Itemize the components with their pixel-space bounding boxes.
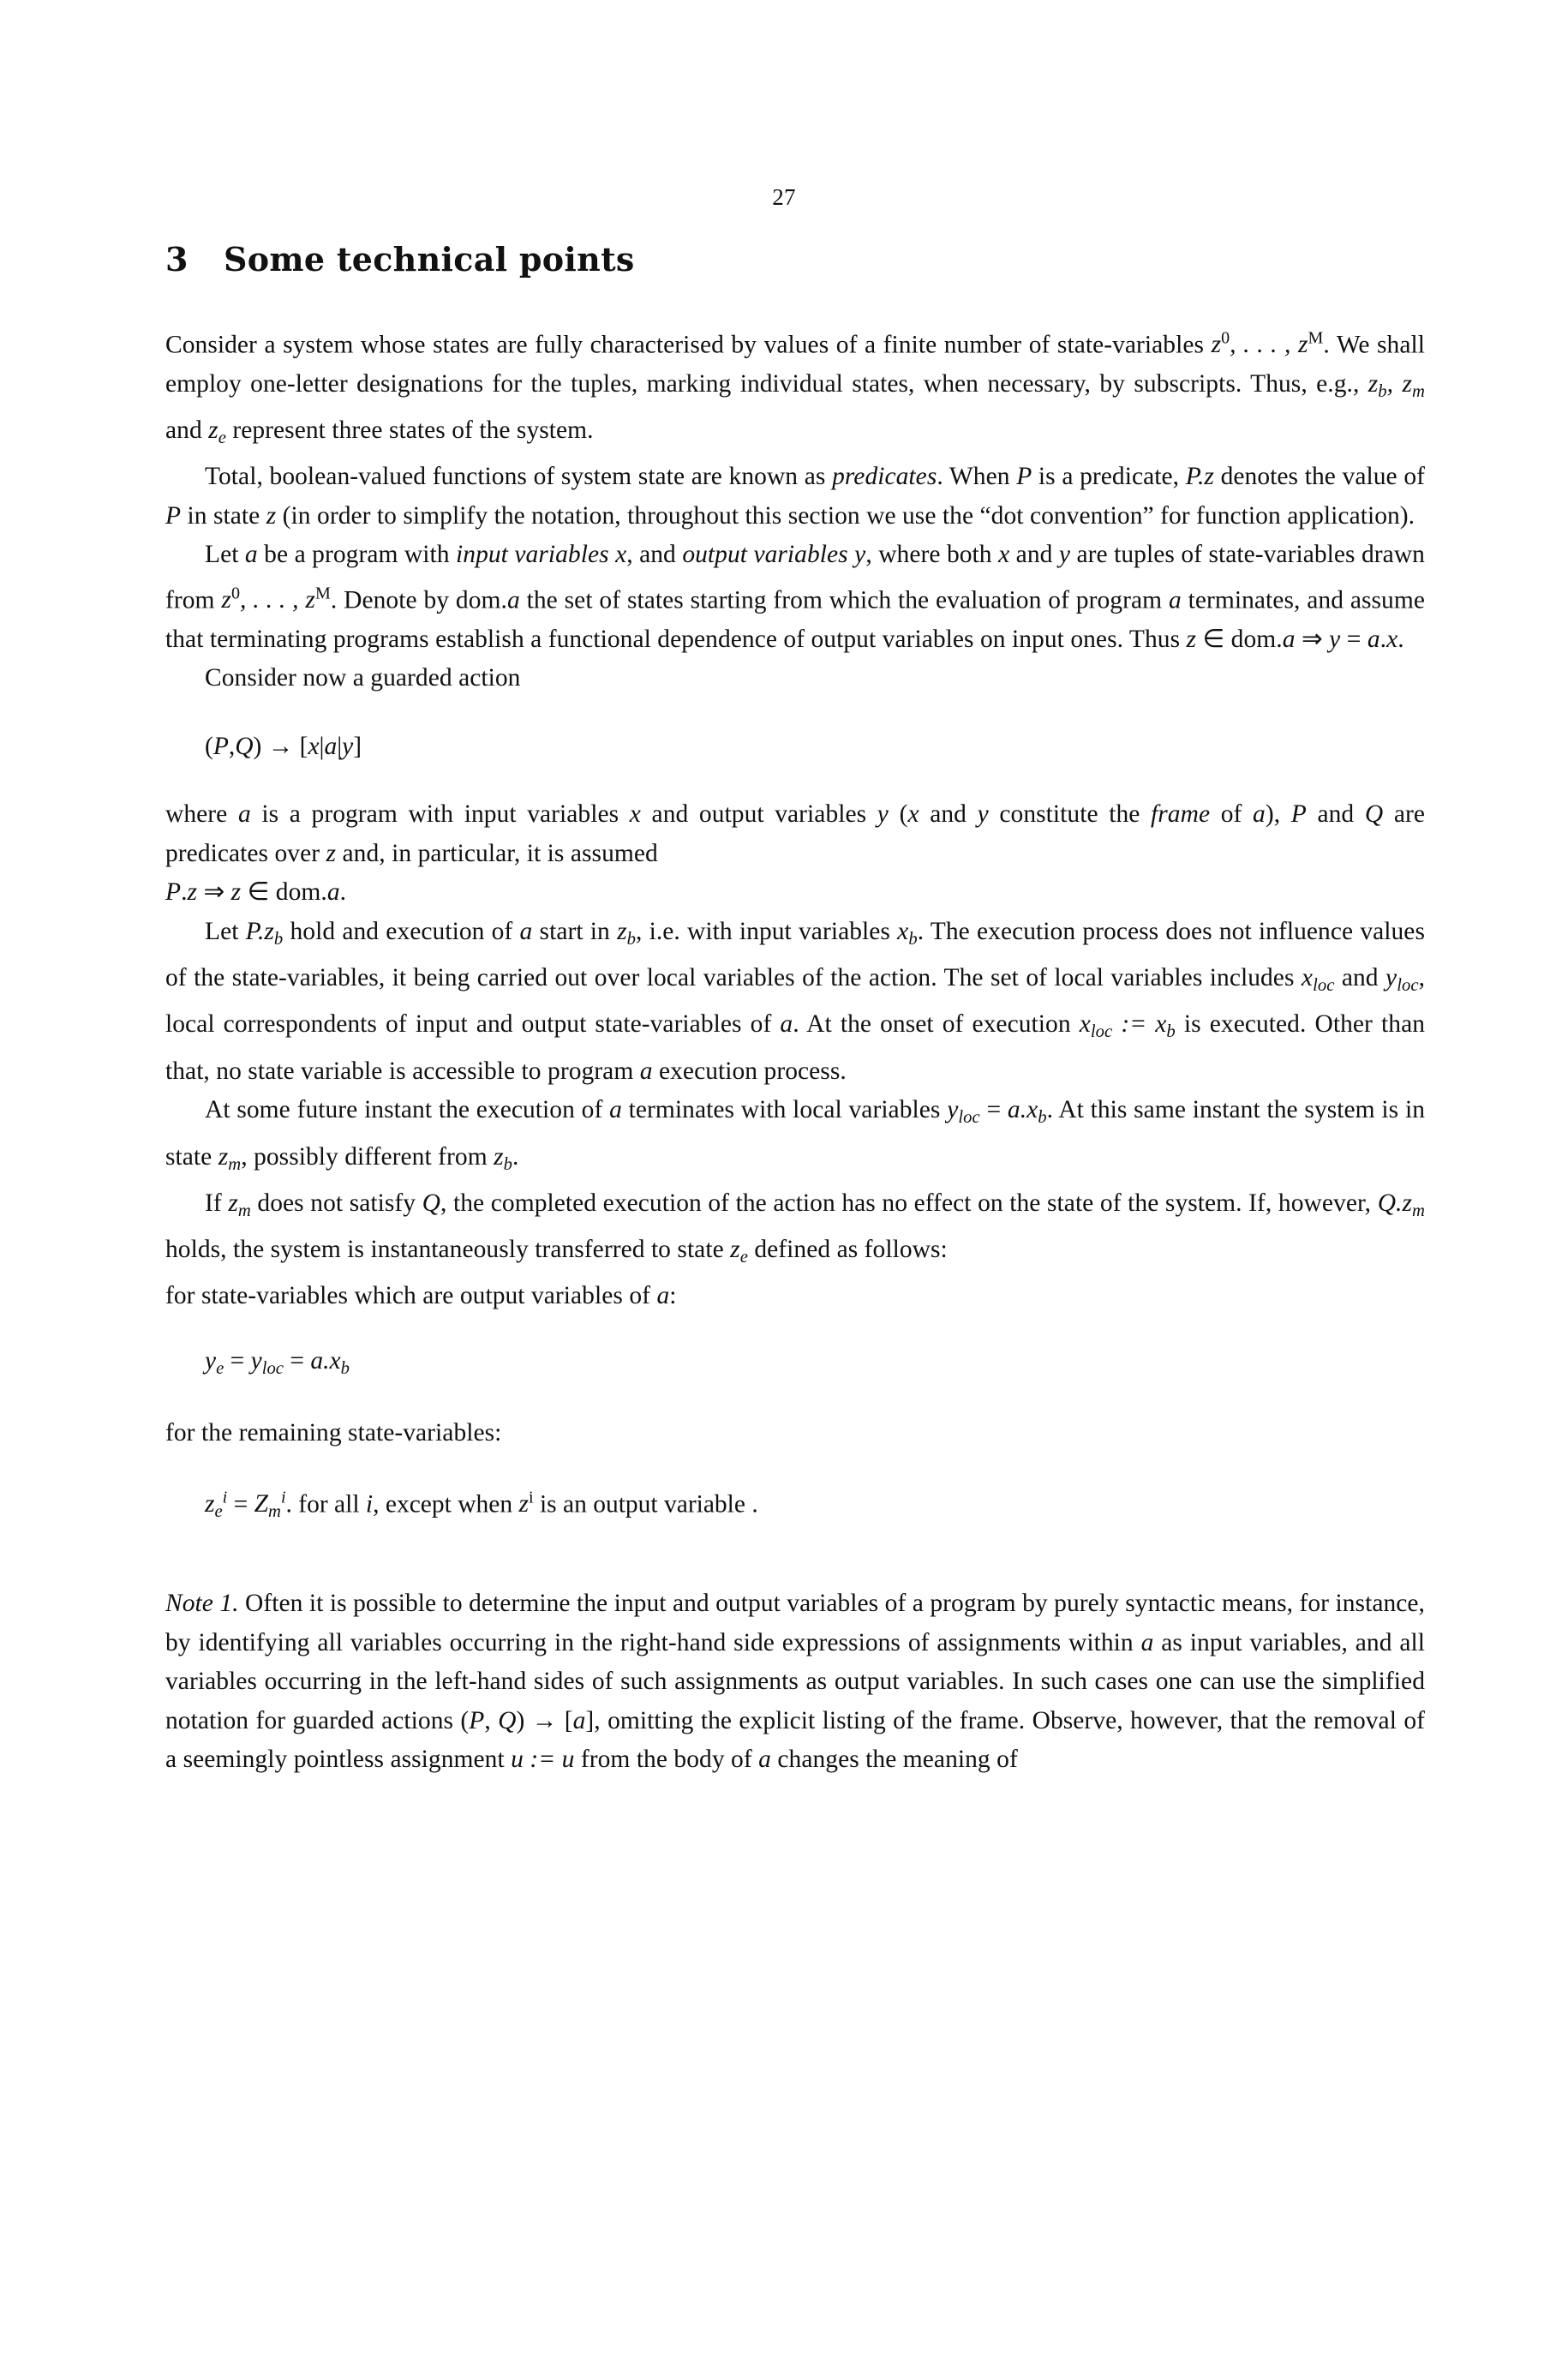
paragraph-9-text: for state-variables which are output variables of bbox=[165, 1282, 657, 1310]
math-three-states: $z_b$, $z_m$ bbox=[1368, 369, 1425, 401]
paragraph-6-text-g: , local correspondents of input and output state-variables of bbox=[165, 964, 1425, 1039]
math-simplified-action: (P, Q) → [a] bbox=[460, 1706, 595, 1734]
math-Pz: P.z bbox=[1185, 463, 1214, 491]
math-ze: $z_e$ bbox=[208, 416, 226, 447]
math-Qzm: $Q.z_m$ bbox=[1377, 1189, 1425, 1220]
paragraph-5-text-d: ( bbox=[888, 800, 908, 829]
math-a-12: a bbox=[758, 1746, 771, 1774]
math-x-3: x bbox=[629, 800, 641, 829]
paragraph-1-text-b: . We shall employ one-letter designations for the tuples, marking individual states, when necessary, by subscripts. Thus, e.g., bbox=[165, 331, 1425, 398]
math-y: y bbox=[854, 541, 866, 569]
paragraph-5-text-f: constitute the bbox=[988, 800, 1152, 829]
math-P-2: P bbox=[165, 501, 182, 530]
math-axb: $a.x_b$ bbox=[1007, 1096, 1047, 1128]
math-xloc-assign: $x_{loc}$ := $x_b$ bbox=[1079, 1010, 1176, 1042]
note-1-text-c: , omitting the explicit listing of the frame. Observe, however, that the removal of a seemingly pointless assignment bbox=[165, 1706, 1425, 1774]
paragraph-5-text-g: of bbox=[1210, 800, 1254, 829]
paragraph-5-text-k: and, in particular, it is assumed bbox=[336, 839, 658, 867]
paragraph-5-text-i: and bbox=[1306, 800, 1365, 829]
paragraph-6-text-i: is executed. Other than that, no state variable is accessible to program bbox=[165, 1010, 1426, 1085]
math-a-9: a bbox=[609, 1096, 622, 1124]
paragraph-2-text-c: is a predicate, bbox=[1032, 463, 1186, 491]
page-content bbox=[165, 240, 1425, 1780]
math-x-2: x bbox=[998, 541, 1010, 569]
paragraph-5-text-h: ), bbox=[1265, 800, 1291, 829]
note-1-text-e: changes the meaning of bbox=[770, 1746, 1018, 1774]
math-a-11: a bbox=[1140, 1628, 1154, 1656]
math-a-8: a bbox=[639, 1057, 653, 1085]
math-a: a bbox=[244, 541, 258, 569]
paragraph-6 bbox=[165, 913, 1425, 1091]
equation-remaining-variables: $z_e^i = Z_m^i$. for all i, except when $z^i$ is an output variable . bbox=[205, 1488, 758, 1521]
math-y-2: y bbox=[1058, 541, 1071, 569]
paragraph-7-text-b: terminates with local variables bbox=[621, 1096, 948, 1124]
math-zb-2: $z_b$ bbox=[494, 1142, 513, 1174]
paragraph-3-text-d: , where both bbox=[865, 541, 999, 569]
paragraph-4: Consider now a guarded action bbox=[205, 664, 521, 692]
note-1 bbox=[165, 1584, 1425, 1780]
math-yloc: $y_{loc}$ bbox=[1385, 964, 1419, 995]
math-y-4: y bbox=[977, 800, 989, 829]
paragraph-2-text-f: (in order to simplify the notation, throughout this section we use the “dot convention” for function application). bbox=[276, 501, 1415, 530]
math-a-6: a bbox=[519, 917, 533, 945]
math-z: z bbox=[266, 501, 277, 530]
paragraph-3-text-b: be a program with bbox=[257, 541, 457, 569]
paragraph-3-text-c: , and bbox=[626, 541, 683, 569]
note-1-paragraph bbox=[165, 1584, 1425, 1780]
math-u-assign: u := u bbox=[511, 1746, 575, 1774]
paragraph-6-text-b: hold and execution of bbox=[283, 917, 520, 945]
paragraph-2-text-b: . When bbox=[937, 463, 1017, 491]
paragraph-5-text-j: are predicates over bbox=[165, 800, 1425, 867]
paragraph-3-text-e: and bbox=[1009, 541, 1059, 569]
math-a-4: a bbox=[237, 800, 251, 829]
math-z-2: z bbox=[326, 839, 337, 867]
equation-guarded-action: (P,Q) → [x|a|y] bbox=[205, 732, 362, 760]
paragraph-8-text-a: If bbox=[205, 1189, 229, 1217]
paragraph-7-text-a: At some future instant the execution of bbox=[205, 1096, 610, 1124]
math-a-7: a bbox=[780, 1010, 793, 1039]
paragraph-6-text-f: and bbox=[1334, 964, 1386, 992]
note-1-text-d: from the body of bbox=[574, 1746, 759, 1774]
paragraph-7-text-c: . At this same instant the system is in state bbox=[165, 1096, 1425, 1171]
math-xloc: $x_{loc}$ bbox=[1301, 964, 1335, 995]
section-number: 3 bbox=[165, 240, 189, 279]
note-1-text-b: as input variables, and all variables occurring in the left-hand sides of such assignments as output variables. In such cases one can use the simplified notation for guarded actions bbox=[165, 1628, 1425, 1734]
math-dom-relation: z ∈ dom.a ⇒ y = a.x. bbox=[1186, 625, 1404, 653]
paragraph-6-text-c: start in bbox=[532, 917, 618, 945]
math-zb: $z_b$ bbox=[617, 917, 636, 949]
paragraph-8-text-b: does not satisfy bbox=[250, 1189, 422, 1217]
section-title-text: Some technical points bbox=[224, 240, 635, 279]
paragraph-6-text-j: execution process. bbox=[652, 1057, 847, 1085]
paragraph-3-text-a: Let bbox=[205, 541, 245, 569]
note-1-label: Note 1. bbox=[165, 1590, 239, 1618]
paragraph-2-text-e: in state bbox=[181, 501, 266, 530]
paragraph-6-text-h: . At the onset of execution bbox=[793, 1010, 1080, 1039]
paragraph-7-text-d: , possibly different from bbox=[241, 1142, 494, 1171]
paragraph-1: Consider a system whose states are fully characterised by values of a finite number of state-variables $z^0$, . . . , $z^M$. We shall employ one-letter designations for the tuples, marking individual states, when necessary, by subscripts. Thus, e.g., $z_b$, $z_m$ and $z_e$ represent three states of the system. bbox=[165, 329, 1425, 447]
equation-output-variables: $y_e = y_{loc} = a.x_b$ bbox=[205, 1346, 350, 1378]
page-number: 27 bbox=[772, 184, 796, 210]
paragraph-5-text-a: where bbox=[165, 800, 238, 829]
paragraph-5-text-c: and output variables bbox=[640, 800, 877, 829]
paragraph-6-text-d: , i.e. with input variables bbox=[635, 917, 898, 945]
paragraph-3 bbox=[165, 536, 1425, 659]
paragraph-6-text-a: Let bbox=[205, 917, 246, 945]
math-P-3: P bbox=[1290, 800, 1307, 829]
math-ze-2: $z_e$ bbox=[730, 1236, 748, 1267]
math-xb: $x_b$ bbox=[897, 917, 918, 949]
paragraph-8 bbox=[165, 1184, 1425, 1316]
term-input-variables: input variables bbox=[456, 541, 609, 569]
paragraph-2-text-a: Total, boolean-valued functions of system state are known as bbox=[205, 463, 833, 491]
math-a-3: a bbox=[1168, 586, 1182, 614]
math-a-2: a bbox=[506, 586, 520, 614]
paragraph-8-text-e: defined as follows: bbox=[747, 1236, 948, 1264]
math-x-4: x bbox=[907, 800, 919, 829]
paragraph-9-colon: : bbox=[669, 1282, 677, 1310]
math-yloc-2: $y_{loc}$ bbox=[947, 1096, 980, 1128]
paragraph-7-text-e: . bbox=[512, 1142, 519, 1171]
math-Pzb: $P.z_b$ bbox=[245, 917, 284, 949]
term-predicates: predicates bbox=[832, 463, 937, 491]
math-Q-2: Q bbox=[422, 1189, 440, 1217]
math-states-tuple: $z^0$, . . . , $z^M$ bbox=[1211, 329, 1324, 359]
paragraph-2-text-d: denotes the value of bbox=[1213, 463, 1425, 491]
paragraph-8-text-c: , the completed execution of the action has no effect on the state of the system. If, however, bbox=[440, 1189, 1378, 1217]
paragraph-8-text-d: holds, the system is instantaneously transferred to state bbox=[165, 1236, 731, 1264]
math-assumption: P.z ⇒ z ∈ dom.a. bbox=[165, 878, 347, 907]
math-Q: Q bbox=[1364, 800, 1384, 829]
math-y-3: y bbox=[877, 800, 889, 829]
math-a-5: a bbox=[1253, 800, 1266, 829]
math-a-10: a bbox=[656, 1282, 670, 1310]
paragraph-3-text-h: the set of states starting from which the evaluation of program bbox=[519, 586, 1169, 614]
paragraph-5 bbox=[165, 795, 1425, 913]
term-frame: frame bbox=[1151, 800, 1211, 829]
paragraph-5-text-e: and bbox=[919, 800, 978, 829]
section-heading bbox=[165, 240, 1425, 279]
paragraph-7: At some future instant the execution of a terminates with local variables $y_{loc} = a.x_b$. At this same instant the system is in state $z_m$, possibly different from $z_b$. bbox=[165, 1096, 1425, 1174]
paragraph-2 bbox=[165, 458, 1425, 536]
math-zm: $z_m$ bbox=[218, 1142, 242, 1174]
note-1-text-a: Often it is possible to determine the input and output variables of a program by purely syntactic means, for instance, by identifying all variables occurring in the right-hand side expressions of assignments within bbox=[165, 1590, 1425, 1656]
paragraph-5-text-b: is a program with input variables bbox=[250, 800, 630, 829]
math-P: P bbox=[1016, 463, 1032, 491]
paragraph-1-text-a: Consider a system whose states are fully characterised by values of a finite number of state-variables bbox=[165, 331, 1212, 359]
math-x: x bbox=[615, 541, 627, 569]
paragraph-3-text-g: . Denote by dom. bbox=[330, 586, 507, 614]
term-output-variables: output variables bbox=[682, 541, 848, 569]
paragraph-6-text-e: . The execution process does not influence values of the state-variables, it being carried out over local variables of the action. The set of local variables includes bbox=[165, 917, 1425, 992]
paragraph-3-text-f: are tuples of state-variables drawn from bbox=[165, 541, 1425, 614]
paragraph-3-text-i: terminates, and assume that terminating programs establish a functional dependence of output variables on input ones. Thus bbox=[165, 586, 1425, 653]
math-states-tuple-2: $z^0$, . . . , $z^M$ bbox=[221, 584, 331, 614]
paragraph-1-text-c: represent three states of the system. bbox=[225, 416, 594, 445]
paragraph-10: for the remaining state-variables: bbox=[165, 1419, 502, 1447]
math-zm-2: $z_m$ bbox=[228, 1189, 251, 1220]
